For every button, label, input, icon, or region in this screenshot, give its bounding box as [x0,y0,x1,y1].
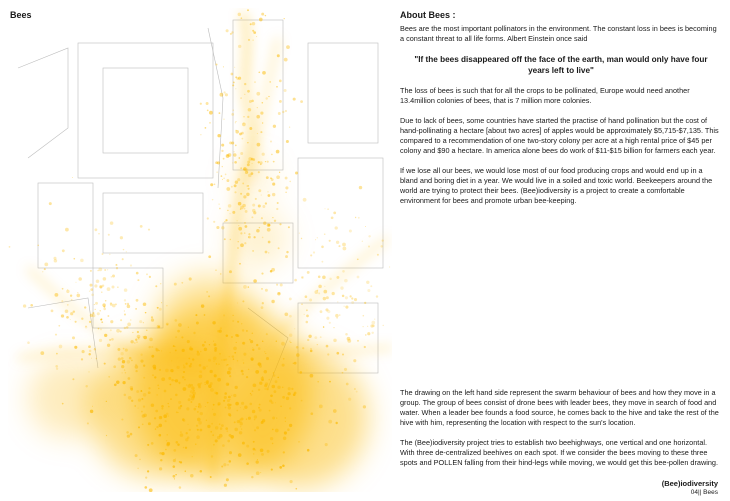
food-crops-paragraph: If we lose all our bees, we would lose most of our food producing crops and would end up in a bland and boring diet in a year. We would live in a soiled and toxic world. Beekeepers around the world are trying to protect their bees. (Bee)iodiversity is a project to create a comfortable environment for bees and promote urban bee-keeping. [400,166,713,205]
intro-paragraph: Bees are the most important pollinators in the environment. The constant loss in bees is becoming a constant threat to all life forms. Albert Einstein once said [400,24,717,43]
drawing-description [400,388,722,478]
hand-pollination-paragraph: Due to lack of bees, some countries have started the practise of hand pollination but the cost of hand-pollinating a hectare [about two acres] of apples would be approximately $5,715-$7,135. This compared to a recommendation of one two-story colony per acre at a high rental price of $45 per colony and $90 a hectare. In america alone bees do work of $11-$15 billion for farmers each year. [400,116,719,155]
about-bees-section [400,10,722,216]
project-title: (Bee)iodiversity [661,479,718,488]
swarm-paragraph: The drawing on the left hand side represent the swarm behaviour of bees and how they move in a group. The group of bees consist of drone bees with leader bees, they move in search of food and water. When a leader bee founds a food source, he comes back to the hive and take the rest of the hive with him, representing the location with respect to the sun's location. [400,388,719,427]
page-number: 04|| Bees [690,489,718,496]
beehighway-paragraph: The (Bee)iodiversity project tries to establish two beehighways, one vertical and one horizontal. With three de-centralized beehives on each spot. If we consider the bees moving to these three spots and POLLEN falling from their hind-legs while moving, we would get this bee-pollen drawing. [400,438,718,467]
einstein-quote: "If the bees disappeared off the face of the earth, man would only have four years left to live" [414,55,708,75]
bee-pollen-drawing [8,8,392,492]
colonies-paragraph: The loss of bees is such that for all the crops to be pollinated, Europe would need another 13.4million colonies of bees, that is 7 million more colonies. [400,86,690,105]
about-heading: About Bees : [400,10,456,20]
page-label: Bees [10,10,32,20]
